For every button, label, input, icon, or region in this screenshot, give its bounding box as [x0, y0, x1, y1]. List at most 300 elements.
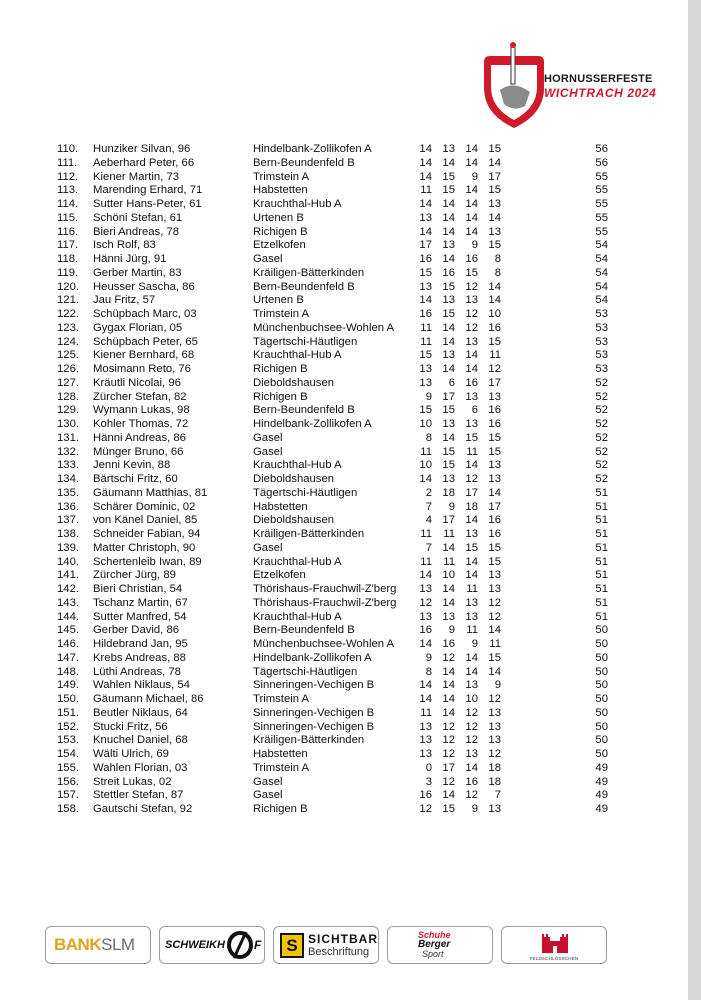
score-2-cell: 13 — [442, 473, 455, 485]
score-4-cell: 16 — [488, 418, 501, 430]
club-cell: Gasel — [253, 431, 283, 444]
score-4-cell: 18 — [488, 775, 501, 788]
club-cell: Trimstein A — [253, 170, 310, 183]
table-row — [0, 322, 688, 336]
wheel-icon — [226, 930, 254, 960]
rank-cell: 134. — [57, 473, 79, 485]
score-2-cell: 14 — [442, 679, 455, 692]
score-3-cell: 13 — [465, 335, 478, 348]
score-3-cell: 16 — [465, 376, 478, 389]
score-3-cell: 10 — [465, 693, 478, 705]
score-4-cell: 16 — [488, 528, 501, 540]
name-cell: Kräutli Nicolai, 96 — [93, 376, 181, 389]
rank-cell: 124. — [57, 335, 79, 348]
score-3-cell: 17 — [465, 486, 478, 499]
score-3-cell: 14 — [465, 143, 478, 155]
score-2-cell: 13 — [442, 418, 455, 430]
score-1-cell: 13 — [419, 734, 432, 747]
score-2-cell: 17 — [442, 761, 455, 774]
schweikhof-end: F — [254, 938, 262, 952]
score-3-cell: 15 — [465, 266, 478, 279]
name-cell: Krebs Andreas, 88 — [93, 651, 186, 664]
score-1-cell: 11 — [420, 555, 432, 568]
rank-cell: 111. — [57, 156, 78, 169]
total-cell: 52 — [595, 376, 608, 389]
total-cell: 50 — [595, 679, 608, 692]
total-cell: 54 — [595, 239, 608, 252]
table-row — [0, 432, 688, 446]
total-cell: 53 — [595, 363, 608, 375]
name-cell: Hunziker Silvan, 96 — [93, 143, 191, 155]
total-cell: 49 — [595, 803, 608, 815]
table-row — [0, 281, 688, 295]
total-cell: 54 — [595, 266, 608, 279]
name-cell: Tschanz Martin, 67 — [93, 596, 188, 609]
score-4-cell: 7 — [494, 789, 501, 802]
score-3-cell: 14 — [465, 665, 478, 678]
score-2-cell: 10 — [442, 569, 455, 582]
name-cell: Kohler Thomas, 72 — [93, 418, 189, 430]
score-1-cell: 11 — [420, 706, 432, 719]
name-cell: Lüthi Andreas, 78 — [93, 665, 181, 678]
score-3-cell: 12 — [465, 789, 478, 802]
score-4-cell: 15 — [488, 555, 501, 568]
score-3-cell: 14 — [465, 761, 478, 774]
score-1-cell: 14 — [419, 569, 432, 582]
score-4-cell: 13 — [488, 225, 501, 238]
score-3-cell: 12 — [465, 280, 478, 293]
rank-cell: 133. — [57, 459, 79, 472]
score-4-cell: 13 — [488, 720, 501, 733]
score-1-cell: 14 — [419, 679, 432, 692]
score-1-cell: 13 — [419, 748, 432, 760]
club-cell: Kräiligen-Bätterkinden — [253, 734, 365, 747]
score-4-cell: 17 — [488, 170, 501, 183]
club-cell: Hindelbank-Zollikofen A — [253, 418, 372, 430]
score-1-cell: 11 — [420, 528, 432, 540]
score-3-cell: 12 — [465, 720, 478, 733]
sichtbar-tagline: Beschriftung — [308, 946, 370, 958]
name-cell: Stucki Fritz, 56 — [93, 720, 168, 733]
table-row — [0, 762, 688, 776]
table-row — [0, 679, 688, 693]
name-cell: Jenni Kevin, 88 — [93, 459, 171, 472]
club-cell: Trimstein A — [253, 693, 310, 705]
table-row — [0, 171, 688, 185]
score-2-cell: 18 — [442, 486, 455, 499]
total-cell: 49 — [595, 789, 608, 802]
table-row — [0, 308, 688, 322]
name-cell: Gäumann Matthias, 81 — [93, 486, 208, 499]
score-2-cell: 14 — [442, 706, 455, 719]
score-1-cell: 9 — [425, 390, 432, 403]
table-row — [0, 542, 688, 556]
table-row — [0, 734, 688, 748]
club-cell: Gasel — [253, 253, 283, 265]
club-cell: Krauchthal-Hub A — [253, 459, 342, 472]
score-3-cell: 12 — [465, 308, 478, 320]
score-3-cell: 14 — [465, 651, 478, 664]
club-cell: Tägertschi-Häutligen — [253, 486, 358, 499]
total-cell: 51 — [595, 596, 608, 609]
rank-cell: 136. — [57, 500, 79, 513]
table-row — [0, 569, 688, 583]
rank-cell: 141. — [57, 569, 79, 582]
table-row — [0, 721, 688, 735]
table-row — [0, 707, 688, 721]
total-cell: 53 — [595, 308, 608, 320]
score-2-cell: 16 — [442, 638, 455, 650]
sponsor-feldschloesschen — [501, 926, 607, 964]
table-row — [0, 349, 688, 363]
score-2-cell: 14 — [442, 789, 455, 802]
club-cell: Dieboldshausen — [253, 376, 335, 389]
score-4-cell: 15 — [488, 431, 501, 444]
club-cell: Sinneringen-Vechigen B — [253, 679, 375, 692]
score-2-cell: 14 — [442, 583, 455, 595]
total-cell: 50 — [595, 638, 608, 650]
table-row — [0, 776, 688, 790]
name-cell: Gerber David, 86 — [93, 624, 180, 637]
score-1-cell: 14 — [419, 225, 432, 238]
club-cell: Bern-Beundenfeld B — [253, 156, 355, 169]
table-row — [0, 336, 688, 350]
table-row — [0, 391, 688, 405]
club-cell: Krauchthal-Hub A — [253, 349, 342, 362]
sponsor-schuhe-berger — [387, 926, 493, 964]
table-row — [0, 404, 688, 418]
rank-cell: 154. — [57, 748, 79, 760]
sichtbar-name: SICHTBAR — [308, 932, 378, 946]
score-1-cell: 16 — [419, 624, 432, 637]
score-1-cell: 14 — [419, 294, 432, 307]
club-cell: Richigen B — [253, 225, 308, 238]
score-1-cell: 17 — [419, 239, 432, 252]
name-cell: Sutter Hans-Peter, 61 — [93, 198, 202, 210]
table-row — [0, 294, 688, 308]
rank-cell: 140. — [57, 555, 79, 568]
score-1-cell: 16 — [419, 789, 432, 802]
table-row — [0, 157, 688, 171]
score-2-cell: 14 — [442, 596, 455, 609]
name-cell: Bärtschi Fritz, 60 — [93, 473, 178, 485]
name-cell: Gäumann Michael, 86 — [93, 693, 204, 705]
score-1-cell: 14 — [419, 638, 432, 650]
score-1-cell: 13 — [419, 363, 432, 375]
score-2-cell: 12 — [442, 651, 455, 664]
club-cell: Trimstein A — [253, 761, 310, 774]
score-3-cell: 13 — [465, 294, 478, 307]
rank-cell: 132. — [57, 445, 79, 458]
club-cell: Krauchthal-Hub A — [253, 555, 342, 568]
score-2-cell: 12 — [442, 775, 455, 788]
table-row — [0, 748, 688, 762]
score-1-cell: 14 — [419, 473, 432, 485]
club-cell: Etzelkofen — [253, 569, 306, 582]
rank-cell: 147. — [57, 651, 79, 664]
score-3-cell: 12 — [465, 706, 478, 719]
score-4-cell: 13 — [488, 390, 501, 403]
rank-cell: 139. — [57, 541, 79, 554]
score-2-cell: 12 — [442, 720, 455, 733]
club-cell: Krauchthal-Hub A — [253, 198, 342, 210]
score-3-cell: 14 — [465, 459, 478, 472]
score-4-cell: 8 — [494, 253, 501, 265]
total-cell: 52 — [595, 418, 608, 430]
club-cell: Gasel — [253, 541, 283, 554]
score-1-cell: 11 — [420, 321, 432, 334]
rank-cell: 149. — [57, 679, 79, 692]
rank-cell: 155. — [57, 761, 79, 774]
club-cell: Gasel — [253, 445, 283, 458]
score-1-cell: 15 — [419, 266, 432, 279]
score-4-cell: 13 — [488, 734, 501, 747]
score-2-cell: 15 — [442, 445, 455, 458]
rank-cell: 157. — [57, 789, 79, 802]
table-row — [0, 666, 688, 680]
total-cell: 51 — [595, 528, 608, 540]
total-cell: 52 — [595, 459, 608, 472]
rank-cell: 110. — [57, 143, 79, 155]
total-cell: 52 — [595, 404, 608, 417]
total-cell: 55 — [595, 170, 608, 183]
score-3-cell: 13 — [465, 748, 478, 760]
name-cell: Stettler Stefan, 87 — [93, 789, 184, 802]
table-row — [0, 638, 688, 652]
score-1-cell: 10 — [419, 418, 432, 430]
club-cell: Münchenbuchsee-Wohlen A — [253, 638, 395, 650]
score-3-cell: 14 — [465, 211, 478, 224]
name-cell: Schöni Stefan, 61 — [93, 211, 183, 224]
rank-cell: 119. — [57, 266, 79, 279]
name-cell: Knuchel Daniel, 68 — [93, 734, 188, 747]
score-3-cell: 9 — [471, 803, 478, 815]
total-cell: 51 — [595, 555, 608, 568]
event-logo — [478, 42, 658, 134]
rank-cell: 113. — [57, 184, 79, 197]
score-1-cell: 7 — [425, 500, 432, 513]
rank-cell: 118. — [57, 253, 79, 265]
score-4-cell: 14 — [488, 624, 501, 637]
hornusser-shield-icon — [478, 42, 550, 130]
score-4-cell: 14 — [488, 294, 501, 307]
score-3-cell: 18 — [465, 500, 478, 513]
name-cell: Wälti Ulrich, 69 — [93, 748, 169, 760]
score-1-cell: 13 — [419, 280, 432, 293]
score-4-cell: 15 — [488, 239, 501, 252]
score-1-cell: 14 — [419, 156, 432, 169]
score-4-cell: 13 — [488, 569, 501, 582]
total-cell: 49 — [595, 775, 608, 788]
score-1-cell: 14 — [419, 170, 432, 183]
rank-cell: 148. — [57, 665, 79, 678]
club-cell: Tägertschi-Häutligen — [253, 665, 358, 678]
rank-cell: 125. — [57, 349, 79, 362]
score-3-cell: 14 — [465, 569, 478, 582]
score-1-cell: 16 — [419, 253, 432, 265]
total-cell: 50 — [595, 748, 608, 760]
club-cell: Habstetten — [253, 500, 308, 513]
score-3-cell: 15 — [465, 431, 478, 444]
table-row — [0, 693, 688, 707]
score-4-cell: 13 — [488, 198, 501, 210]
score-3-cell: 13 — [465, 418, 478, 430]
score-1-cell: 13 — [419, 610, 432, 623]
schweikhof-text: SCHWEIKH — [165, 939, 225, 951]
score-2-cell: 14 — [442, 198, 455, 210]
score-2-cell: 15 — [442, 308, 455, 320]
score-3-cell: 11 — [466, 445, 478, 458]
feldschloesschen-label: FELDSCHLÖSSCHEN — [529, 956, 579, 961]
name-cell: Gygax Florian, 05 — [93, 321, 183, 334]
score-1-cell: 8 — [425, 431, 432, 444]
sichtbar-mark-icon: S — [280, 933, 304, 958]
total-cell: 52 — [595, 445, 608, 458]
club-cell: Kräiligen-Bätterkinden — [253, 266, 365, 279]
score-3-cell: 12 — [465, 473, 478, 485]
score-4-cell: 15 — [488, 335, 501, 348]
score-2-cell: 13 — [442, 349, 455, 362]
name-cell: Kiener Bernhard, 68 — [93, 349, 195, 362]
total-cell: 51 — [595, 500, 608, 513]
score-4-cell: 14 — [488, 156, 501, 169]
total-cell: 51 — [595, 610, 608, 623]
score-2-cell: 6 — [448, 376, 455, 389]
name-cell: Bieri Christian, 54 — [93, 583, 183, 595]
score-2-cell: 11 — [443, 555, 455, 568]
score-2-cell: 15 — [442, 459, 455, 472]
total-cell: 50 — [595, 734, 608, 747]
score-4-cell: 15 — [488, 143, 501, 155]
rank-cell: 145. — [57, 624, 79, 637]
name-cell: Bieri Andreas, 78 — [93, 225, 180, 238]
table-row — [0, 143, 688, 157]
score-3-cell: 15 — [465, 541, 478, 554]
score-3-cell: 13 — [465, 390, 478, 403]
rank-cell: 127. — [57, 376, 79, 389]
logo-title: HORNUSSERFESTE — [544, 73, 653, 85]
total-cell: 56 — [595, 156, 608, 169]
club-cell: Tägertschi-Häutligen — [253, 335, 358, 348]
rank-cell: 138. — [57, 528, 79, 540]
page-edge — [688, 0, 701, 1000]
club-cell: Richigen B — [253, 803, 308, 815]
total-cell: 50 — [595, 665, 608, 678]
name-cell: Mosimann Reto, 76 — [93, 363, 191, 375]
score-3-cell: 6 — [471, 404, 478, 417]
score-3-cell: 9 — [471, 638, 478, 650]
club-cell: Habstetten — [253, 184, 308, 197]
rank-cell: 152. — [57, 720, 79, 733]
score-3-cell: 14 — [465, 184, 478, 197]
score-2-cell: 13 — [442, 294, 455, 307]
score-2-cell: 12 — [442, 748, 455, 760]
score-4-cell: 14 — [488, 211, 501, 224]
score-3-cell: 14 — [465, 198, 478, 210]
score-2-cell: 17 — [442, 514, 455, 527]
table-row — [0, 363, 688, 377]
score-2-cell: 16 — [442, 266, 455, 279]
score-2-cell: 14 — [442, 321, 455, 334]
name-cell: Wahlen Florian, 03 — [93, 761, 188, 774]
name-cell: Gautschi Stefan, 92 — [93, 803, 193, 815]
total-cell: 51 — [595, 514, 608, 527]
club-cell: Hindelbank-Zollikofen A — [253, 651, 372, 664]
total-cell: 52 — [595, 473, 608, 485]
score-2-cell: 14 — [442, 225, 455, 238]
table-row — [0, 501, 688, 515]
score-1-cell: 3 — [425, 775, 432, 788]
total-cell: 53 — [595, 349, 608, 362]
rank-cell: 129. — [57, 404, 79, 417]
score-4-cell: 13 — [488, 583, 501, 595]
score-3-cell: 12 — [465, 321, 478, 334]
sponsor-sichtbar — [273, 926, 379, 964]
score-1-cell: 16 — [419, 308, 432, 320]
club-cell: Hindelbank-Zollikofen A — [253, 143, 372, 155]
table-row — [0, 459, 688, 473]
table-row — [0, 473, 688, 487]
score-1-cell: 13 — [419, 720, 432, 733]
total-cell: 49 — [595, 761, 608, 774]
score-2-cell: 15 — [442, 404, 455, 417]
club-cell: Richigen B — [253, 390, 308, 403]
score-1-cell: 11 — [420, 445, 432, 458]
score-1-cell: 9 — [425, 651, 432, 664]
name-cell: Münger Bruno, 66 — [93, 445, 184, 458]
rank-cell: 153. — [57, 734, 79, 747]
rank-cell: 143. — [57, 596, 79, 609]
total-cell: 54 — [595, 253, 608, 265]
rank-cell: 144. — [57, 610, 79, 623]
score-4-cell: 12 — [488, 610, 501, 623]
club-cell: Sinneringen-Vechigen B — [253, 706, 375, 719]
sport-text: Sport — [422, 949, 444, 959]
total-cell: 53 — [595, 321, 608, 334]
total-cell: 50 — [595, 720, 608, 733]
castle-icon — [538, 929, 572, 955]
score-3-cell: 11 — [466, 624, 478, 637]
rank-cell: 150. — [57, 693, 79, 705]
score-3-cell: 13 — [465, 528, 478, 540]
rank-cell: 158. — [57, 803, 79, 815]
score-2-cell: 15 — [442, 803, 455, 815]
score-3-cell: 14 — [465, 363, 478, 375]
bankslm-logo: BANKSLM — [54, 935, 135, 954]
score-3-cell: 13 — [465, 596, 478, 609]
score-4-cell: 13 — [488, 473, 501, 485]
score-1-cell: 11 — [420, 335, 432, 348]
name-cell: Kiener Martin, 73 — [93, 170, 180, 183]
score-2-cell: 14 — [442, 363, 455, 375]
name-cell: Schüpbach Marc, 03 — [93, 308, 197, 320]
score-2-cell: 15 — [442, 184, 455, 197]
score-2-cell: 13 — [442, 143, 455, 155]
score-4-cell: 9 — [494, 679, 501, 692]
score-1-cell: 12 — [419, 803, 432, 815]
rank-cell: 122. — [57, 308, 79, 320]
total-cell: 55 — [595, 184, 608, 197]
rank-cell: 117. — [57, 239, 79, 252]
rank-cell: 142. — [57, 583, 79, 595]
score-4-cell: 14 — [488, 280, 501, 293]
score-2-cell: 9 — [448, 500, 455, 513]
name-cell: Marending Erhard, 71 — [93, 184, 203, 197]
table-row — [0, 789, 688, 803]
table-row — [0, 184, 688, 198]
rank-cell: 151. — [57, 706, 79, 719]
score-3-cell: 14 — [465, 514, 478, 527]
